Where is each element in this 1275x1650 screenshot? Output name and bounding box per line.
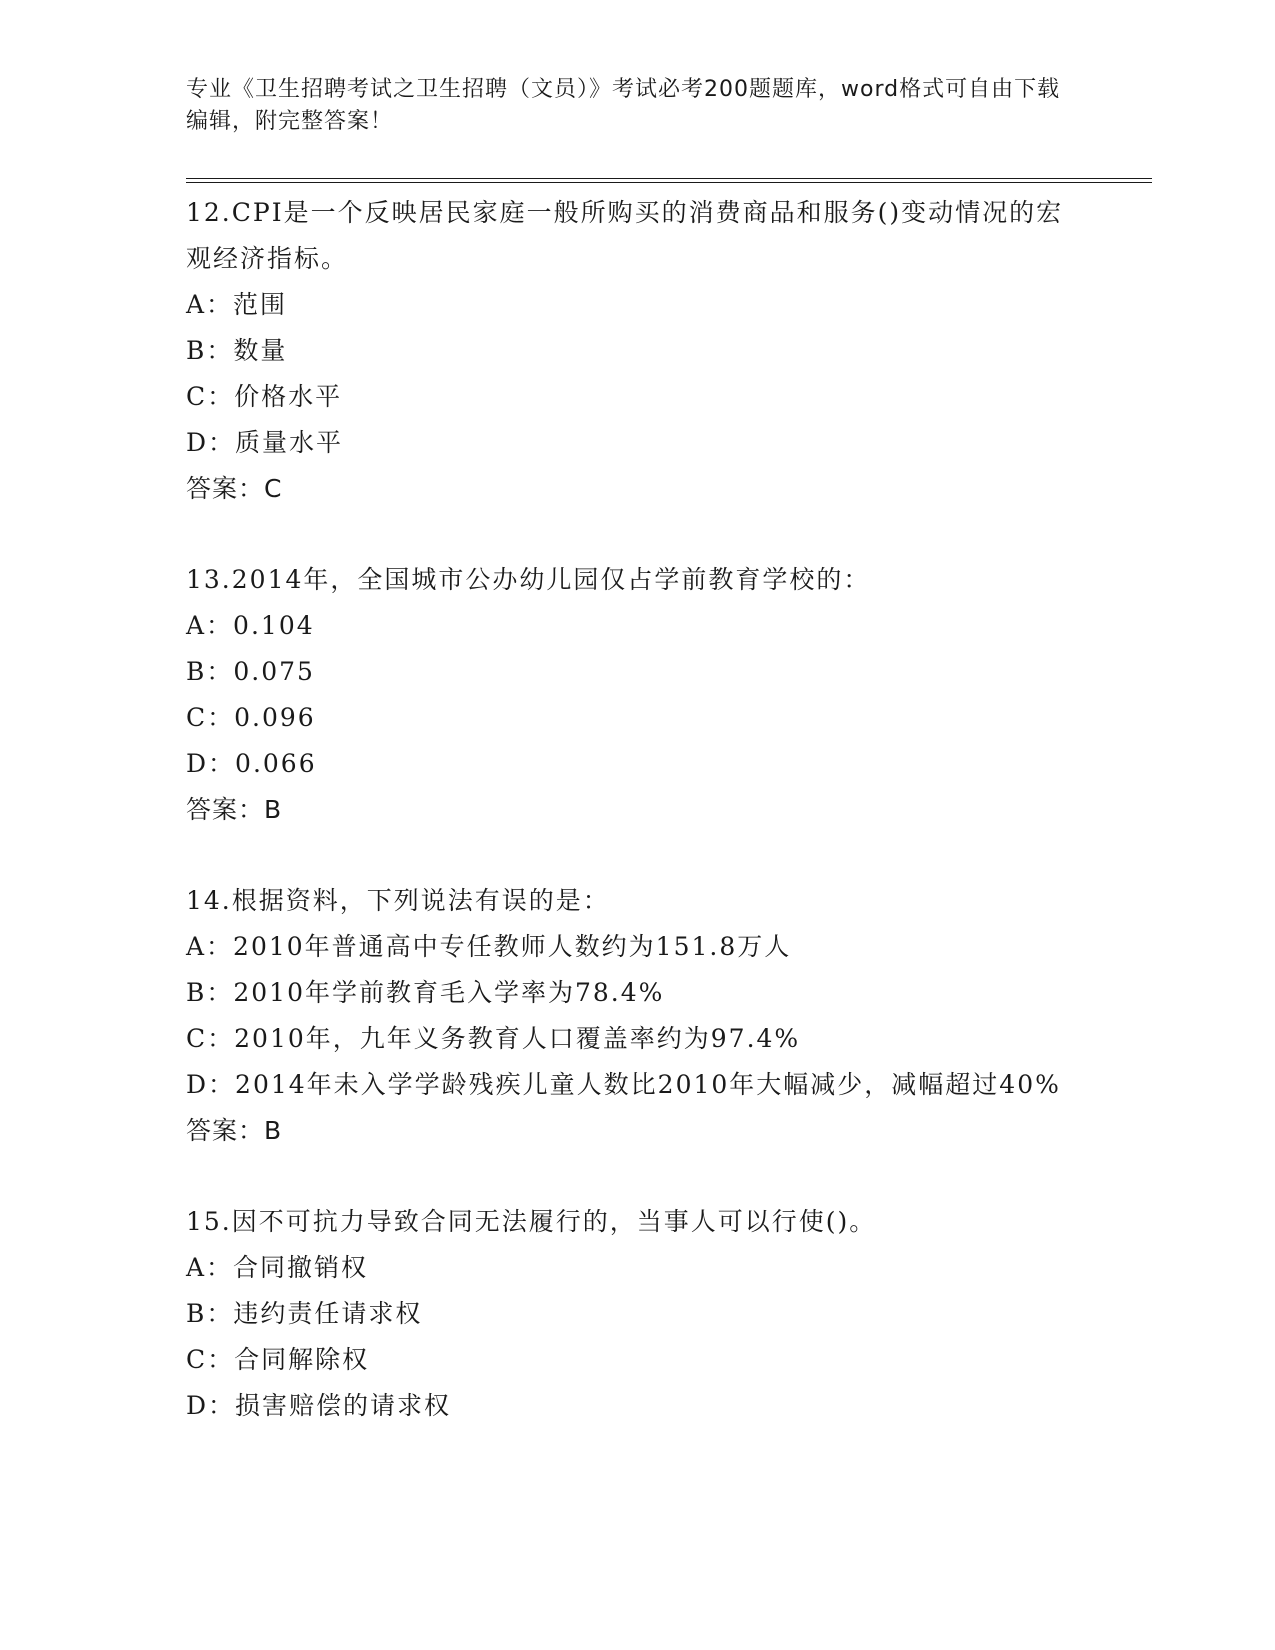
option-a: A：2010年普通高中专任教师人数约为151.8万人 bbox=[186, 932, 792, 961]
question-stem: 15.因不可抗力导致合同无法履行的，当事人可以行使()。 bbox=[186, 1207, 877, 1236]
option-d: D：0.066 bbox=[186, 749, 317, 778]
question-stem: 13.2014年，全国城市公办幼儿园仅占学前教育学校的： bbox=[186, 565, 871, 594]
answer: 答案：C bbox=[186, 474, 283, 503]
header-divider-top bbox=[186, 178, 1152, 179]
question-15 bbox=[186, 1199, 1086, 1429]
option-c: C：合同解除权 bbox=[186, 1345, 370, 1374]
question-12 bbox=[186, 190, 1086, 512]
question-14 bbox=[186, 878, 1086, 1154]
option-d: D：质量水平 bbox=[186, 428, 344, 457]
option-d: D：损害赔偿的请求权 bbox=[186, 1391, 452, 1420]
option-a: A：范围 bbox=[186, 290, 288, 319]
question-stem: 14.根据资料，下列说法有误的是： bbox=[186, 886, 610, 915]
question-13 bbox=[186, 557, 1086, 833]
option-c: C：价格水平 bbox=[186, 382, 343, 411]
question-list bbox=[186, 190, 1086, 1474]
option-d: D：2014年未入学学龄残疾儿童人数比2010年大幅减少，减幅超过40% bbox=[186, 1070, 1061, 1099]
option-b: B：数量 bbox=[186, 336, 288, 365]
option-b: B：0.075 bbox=[186, 657, 315, 686]
option-a: A：合同撤销权 bbox=[186, 1253, 369, 1282]
answer: 答案：B bbox=[186, 795, 283, 824]
header-divider-bottom bbox=[186, 182, 1152, 183]
option-c: C：2010年，九年义务教育人口覆盖率约为97.4% bbox=[186, 1024, 801, 1053]
option-b: B：2010年学前教育毛入学率为78.4% bbox=[186, 978, 665, 1007]
answer: 答案：B bbox=[186, 1116, 283, 1145]
option-a: A：0.104 bbox=[186, 611, 315, 640]
question-stem: 12.CPI是一个反映居民家庭一般所购买的消费商品和服务()变动情况的宏观经济指标。 bbox=[186, 198, 1064, 273]
option-b: B：违约责任请求权 bbox=[186, 1299, 423, 1328]
document-header: 专业《卫生招聘考试之卫生招聘（文员）》考试必考200题题库，word格式可自由下载编辑，附完整答案！ bbox=[186, 77, 1061, 134]
option-c: C：0.096 bbox=[186, 703, 316, 732]
